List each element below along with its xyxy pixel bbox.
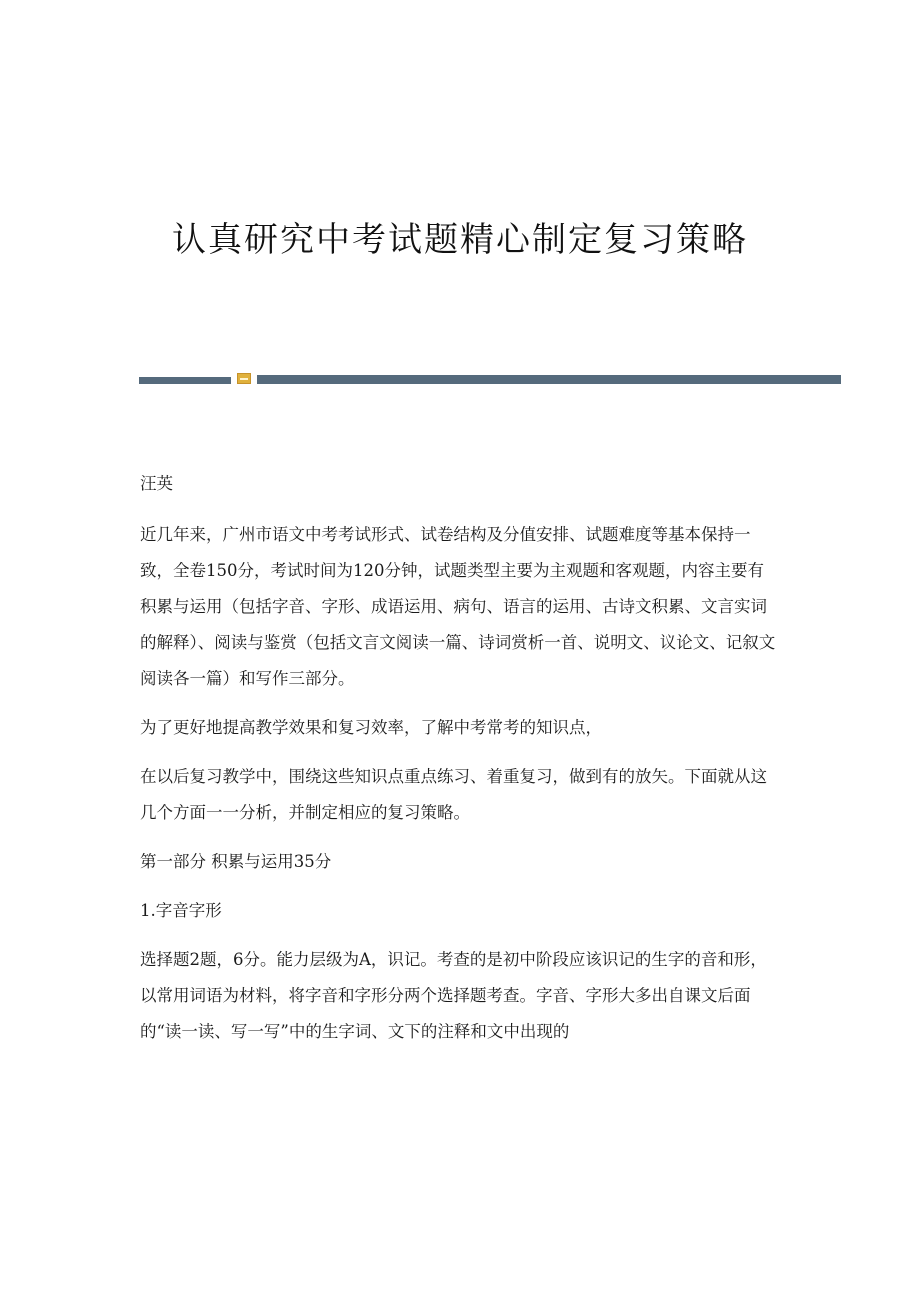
section-heading: 第一部分 积累与运用35分 <box>140 852 332 871</box>
document-body <box>140 466 780 1063</box>
divider-bar-right <box>257 375 841 384</box>
paragraph-pronunciation: 选择题2题，6分。能力层级为A，识记。考查的是初中阶段应该识记的生字的音和形，以常用词语为材料，将字音和字形分两个选择题考查。字音、字形大多出自课文后面的“读一读、写一写”中的生字词、文下的注释和文中出现的 <box>140 950 767 1041</box>
divider-bar-left <box>139 377 231 384</box>
subsection-heading: 1.字音字形 <box>140 901 222 920</box>
paragraph-intro: 近几年来，广州市语文中考考试形式、试卷结构及分值安排、试题难度等基本保持一致，全卷150分，考试时间为120分钟，试题类型主要为主观题和客观题，内容主要有积累与运用（包括字音、字形、成语运用、病句、语言的运用、古诗文积累、文言实词的解释）、阅读与鉴赏（包括文言文阅读一篇、诗词赏析一首、说明文、议论文、记叙文阅读各一篇）和写作三部分。 <box>140 525 776 688</box>
paragraph-purpose: 为了更好地提高教学效果和复习效率，了解中考常考的知识点， <box>140 718 602 737</box>
title-divider <box>139 375 841 385</box>
paragraph-strategy: 在以后复习教学中，围绕这些知识点重点练习、着重复习，做到有的放矢。下面就从这几个方面一一分析，并制定相应的复习策略。 <box>140 767 767 822</box>
divider-emblem-icon <box>237 373 251 384</box>
document-title: 认真研究中考试题精心制定复习策略 <box>172 220 748 260</box>
author-name: 汪英 <box>140 474 173 493</box>
